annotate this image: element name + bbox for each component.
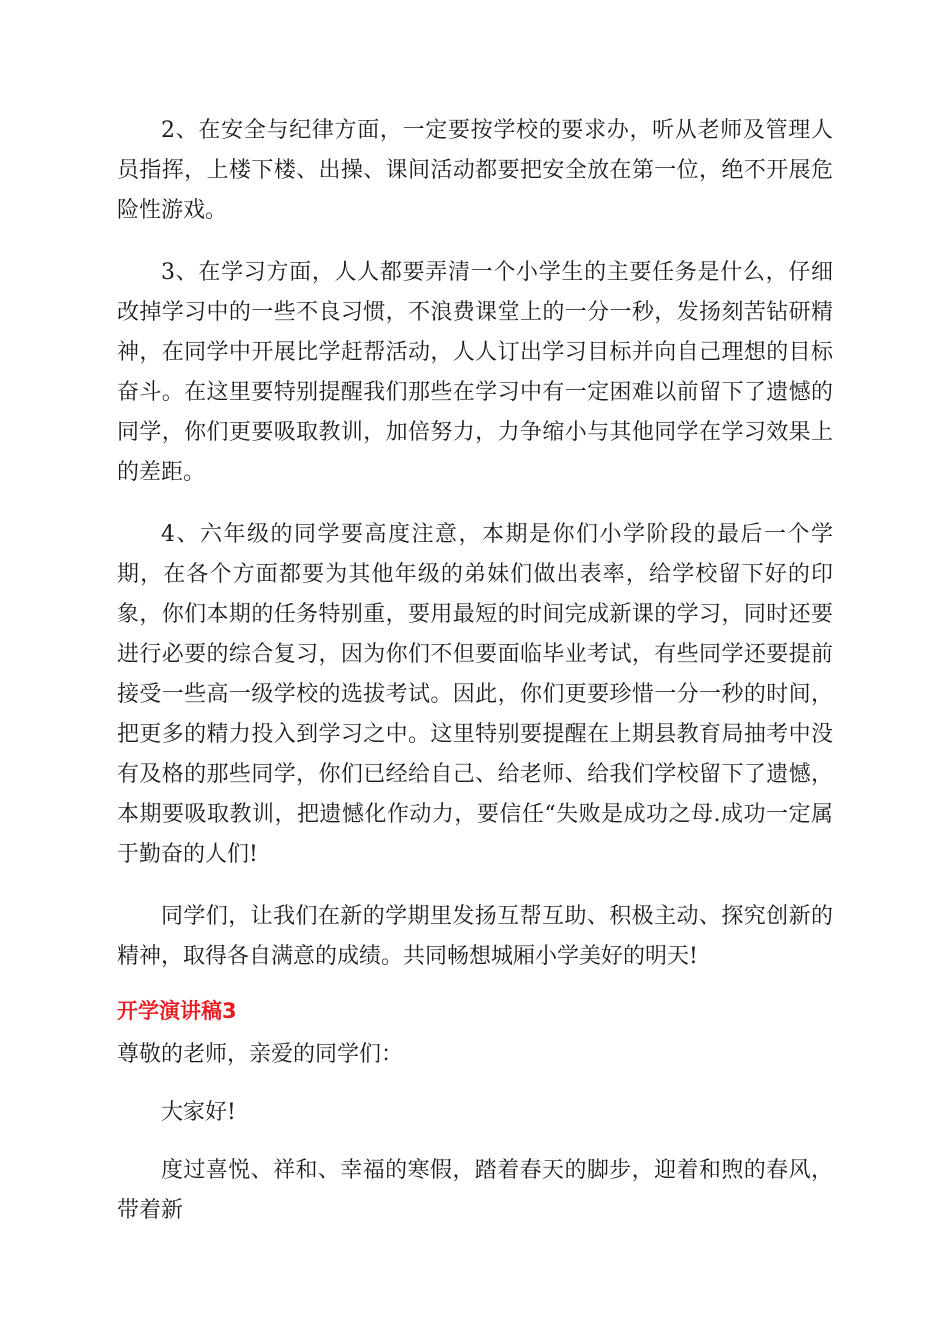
salutation: 尊敬的老师，亲爱的同学们： <box>117 1042 404 1067</box>
paragraph-closing: 同学们，让我们在新的学期里发扬互帮互助、积极主动、探究创新的精神，取得各自满意的成绩。共同畅想城厢小学美好的明天! <box>117 904 833 969</box>
paragraph-safety-discipline: 2、在安全与纪律方面，一定要按学校的要求办，听从老师及管理人员指挥，上楼下楼、出操、课间活动都要把安全放在第一位，绝不开展危险性游戏。 <box>117 118 833 223</box>
paragraph-study: 3、在学习方面，人人都要弄清一个小学生的主要任务是什么，仔细改掉学习中的一些不良习惯，不浪费课堂上的一分一秒，发扬刻苦钻研精神，在同学中开展比学赶帮活动，人人订出学习目标并向自己理想的目标奋斗。在这里要特别提醒我们那些在学习中有一定困难以前留下了遗憾的同学，你们更要吸取教训，加倍努力，力争缩小与其他同学在学习效果上的差距。 <box>117 260 833 485</box>
greeting: 大家好! <box>161 1100 236 1125</box>
section-heading: 开学演讲稿3 <box>117 999 237 1023</box>
paragraph-sixth-grade: 4、六年级的同学要高度注意，本期是你们小学阶段的最后一个学期，在各个方面都要为其他年级的弟妹们做出表率，给学校留下好的印象，你们本期的任务特别重，要用最短的时间完成新课的学习，同时还要进行必要的综合复习，因为你们不但要面临毕业考试，有些同学还要提前接受一些高一级学校的选拔考试。因此，你们更要珍惜一分一秒的时间，把更多的精力投入到学习之中。这里特别要提醒在上期县教育局抽考中没有及格的那些同学，你们已经给自己、给老师、给我们学校留下了遗憾，本期要吸取教训，把遗憾化作动力，要信任“失败是成功之母.成功一定属于勤奋的人们! <box>117 522 833 867</box>
document-body <box>117 111 833 1253</box>
paragraph-opening: 度过喜悦、祥和、幸福的寒假，踏着春天的脚步，迎着和煦的春风，带着新 <box>117 1158 833 1223</box>
